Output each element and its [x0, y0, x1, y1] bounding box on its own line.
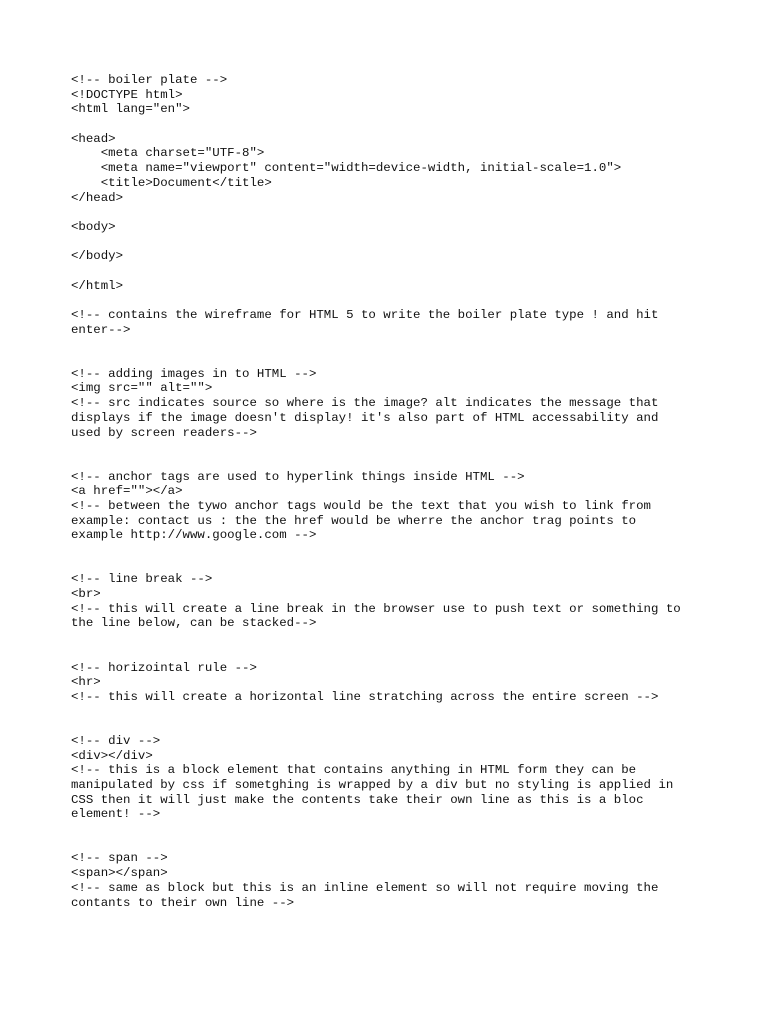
blank-line — [71, 822, 711, 837]
text-line: <!-- this is a block element that contains anything in HTML form they can be — [71, 763, 637, 778]
text-line: <!-- anchor tags are used to hyperlink things inside HTML --> — [71, 469, 525, 484]
blank-line — [71, 705, 711, 720]
blank-line — [71, 293, 711, 308]
text-line: manipulated by css if sometghing is wrapped by a div but no styling is applied in — [71, 778, 674, 792]
blank-line — [71, 631, 711, 646]
blank-line — [71, 352, 711, 367]
text-line: <span></span> — [71, 866, 168, 881]
blank-line — [71, 455, 711, 470]
text-line: <!-- same as block but this is an inline element so will not require moving the — [71, 880, 659, 895]
blank-line — [71, 264, 711, 279]
blank-line — [71, 235, 711, 250]
text-line: example: contact us : the the href would be wherre the anchor trag points to — [71, 513, 637, 528]
text-line: <!-- div --> — [71, 733, 161, 748]
blank-line — [71, 558, 711, 573]
text-line: displays if the image doesn't display! it's also part of HTML accessability and — [71, 410, 659, 425]
blank-line — [71, 337, 711, 352]
text-line: used by screen readers--> — [71, 425, 257, 440]
text-line: <a href=""></a> — [71, 484, 183, 499]
text-line: <!-- this will create a line break in the browser use to push text or something to — [71, 601, 681, 616]
text-line: <!-- horizointal rule --> — [71, 660, 257, 675]
text-line: <!-- adding images in to HTML --> — [71, 366, 317, 381]
text-line: <!-- span --> — [71, 851, 168, 866]
text-line: <body> — [71, 219, 116, 234]
text-line: <br> — [71, 587, 101, 602]
blank-line — [71, 646, 711, 661]
text-line: <!-- this will create a horizontal line stratching across the entire screen --> — [71, 689, 659, 704]
text-line: <head> — [71, 131, 116, 146]
text-line: contants to their own line --> — [71, 895, 295, 910]
blank-line — [71, 440, 711, 455]
text-line: example http://www.google.com --> — [71, 528, 317, 543]
text-line: enter--> — [71, 322, 131, 337]
blank-line — [71, 205, 711, 220]
blank-line — [71, 837, 711, 852]
text-line: CSS then it will just make the contents take their own line as this is a bloc — [71, 792, 644, 807]
text-line: the line below, can be stacked--> — [71, 616, 317, 631]
text-line: <meta charset="UTF-8"> — [71, 146, 265, 161]
blank-line — [71, 117, 711, 132]
text-line: <!-- line break --> — [71, 572, 213, 587]
text-line: <meta name="viewport" content="width=device-width, initial-scale=1.0"> — [71, 161, 622, 176]
text-line: <hr> — [71, 675, 101, 690]
text-line: <!DOCTYPE html> — [71, 87, 183, 102]
text-line: <!-- src indicates source so where is the image? alt indicates the message that — [71, 396, 659, 411]
text-line: element! --> — [71, 807, 161, 822]
text-line: <img src="" alt=""> — [71, 381, 213, 396]
document-page — [71, 73, 711, 910]
text-line: <!-- contains the wireframe for HTML 5 to write the boiler plate type ! and hit — [71, 308, 659, 322]
text-line: <div></div> — [71, 748, 153, 763]
blank-line — [71, 719, 711, 734]
blank-line — [71, 543, 711, 558]
text-line: </html> — [71, 278, 124, 293]
text-line: <!-- boiler plate --> — [71, 73, 228, 87]
text-line: <html lang="en"> — [71, 102, 190, 117]
text-line: </head> — [71, 190, 124, 205]
text-line: <!-- between the tywo anchor tags would be the text that you wish to link from — [71, 498, 651, 513]
text-line: <title>Document</title> — [71, 175, 272, 190]
text-line: </body> — [71, 249, 124, 264]
